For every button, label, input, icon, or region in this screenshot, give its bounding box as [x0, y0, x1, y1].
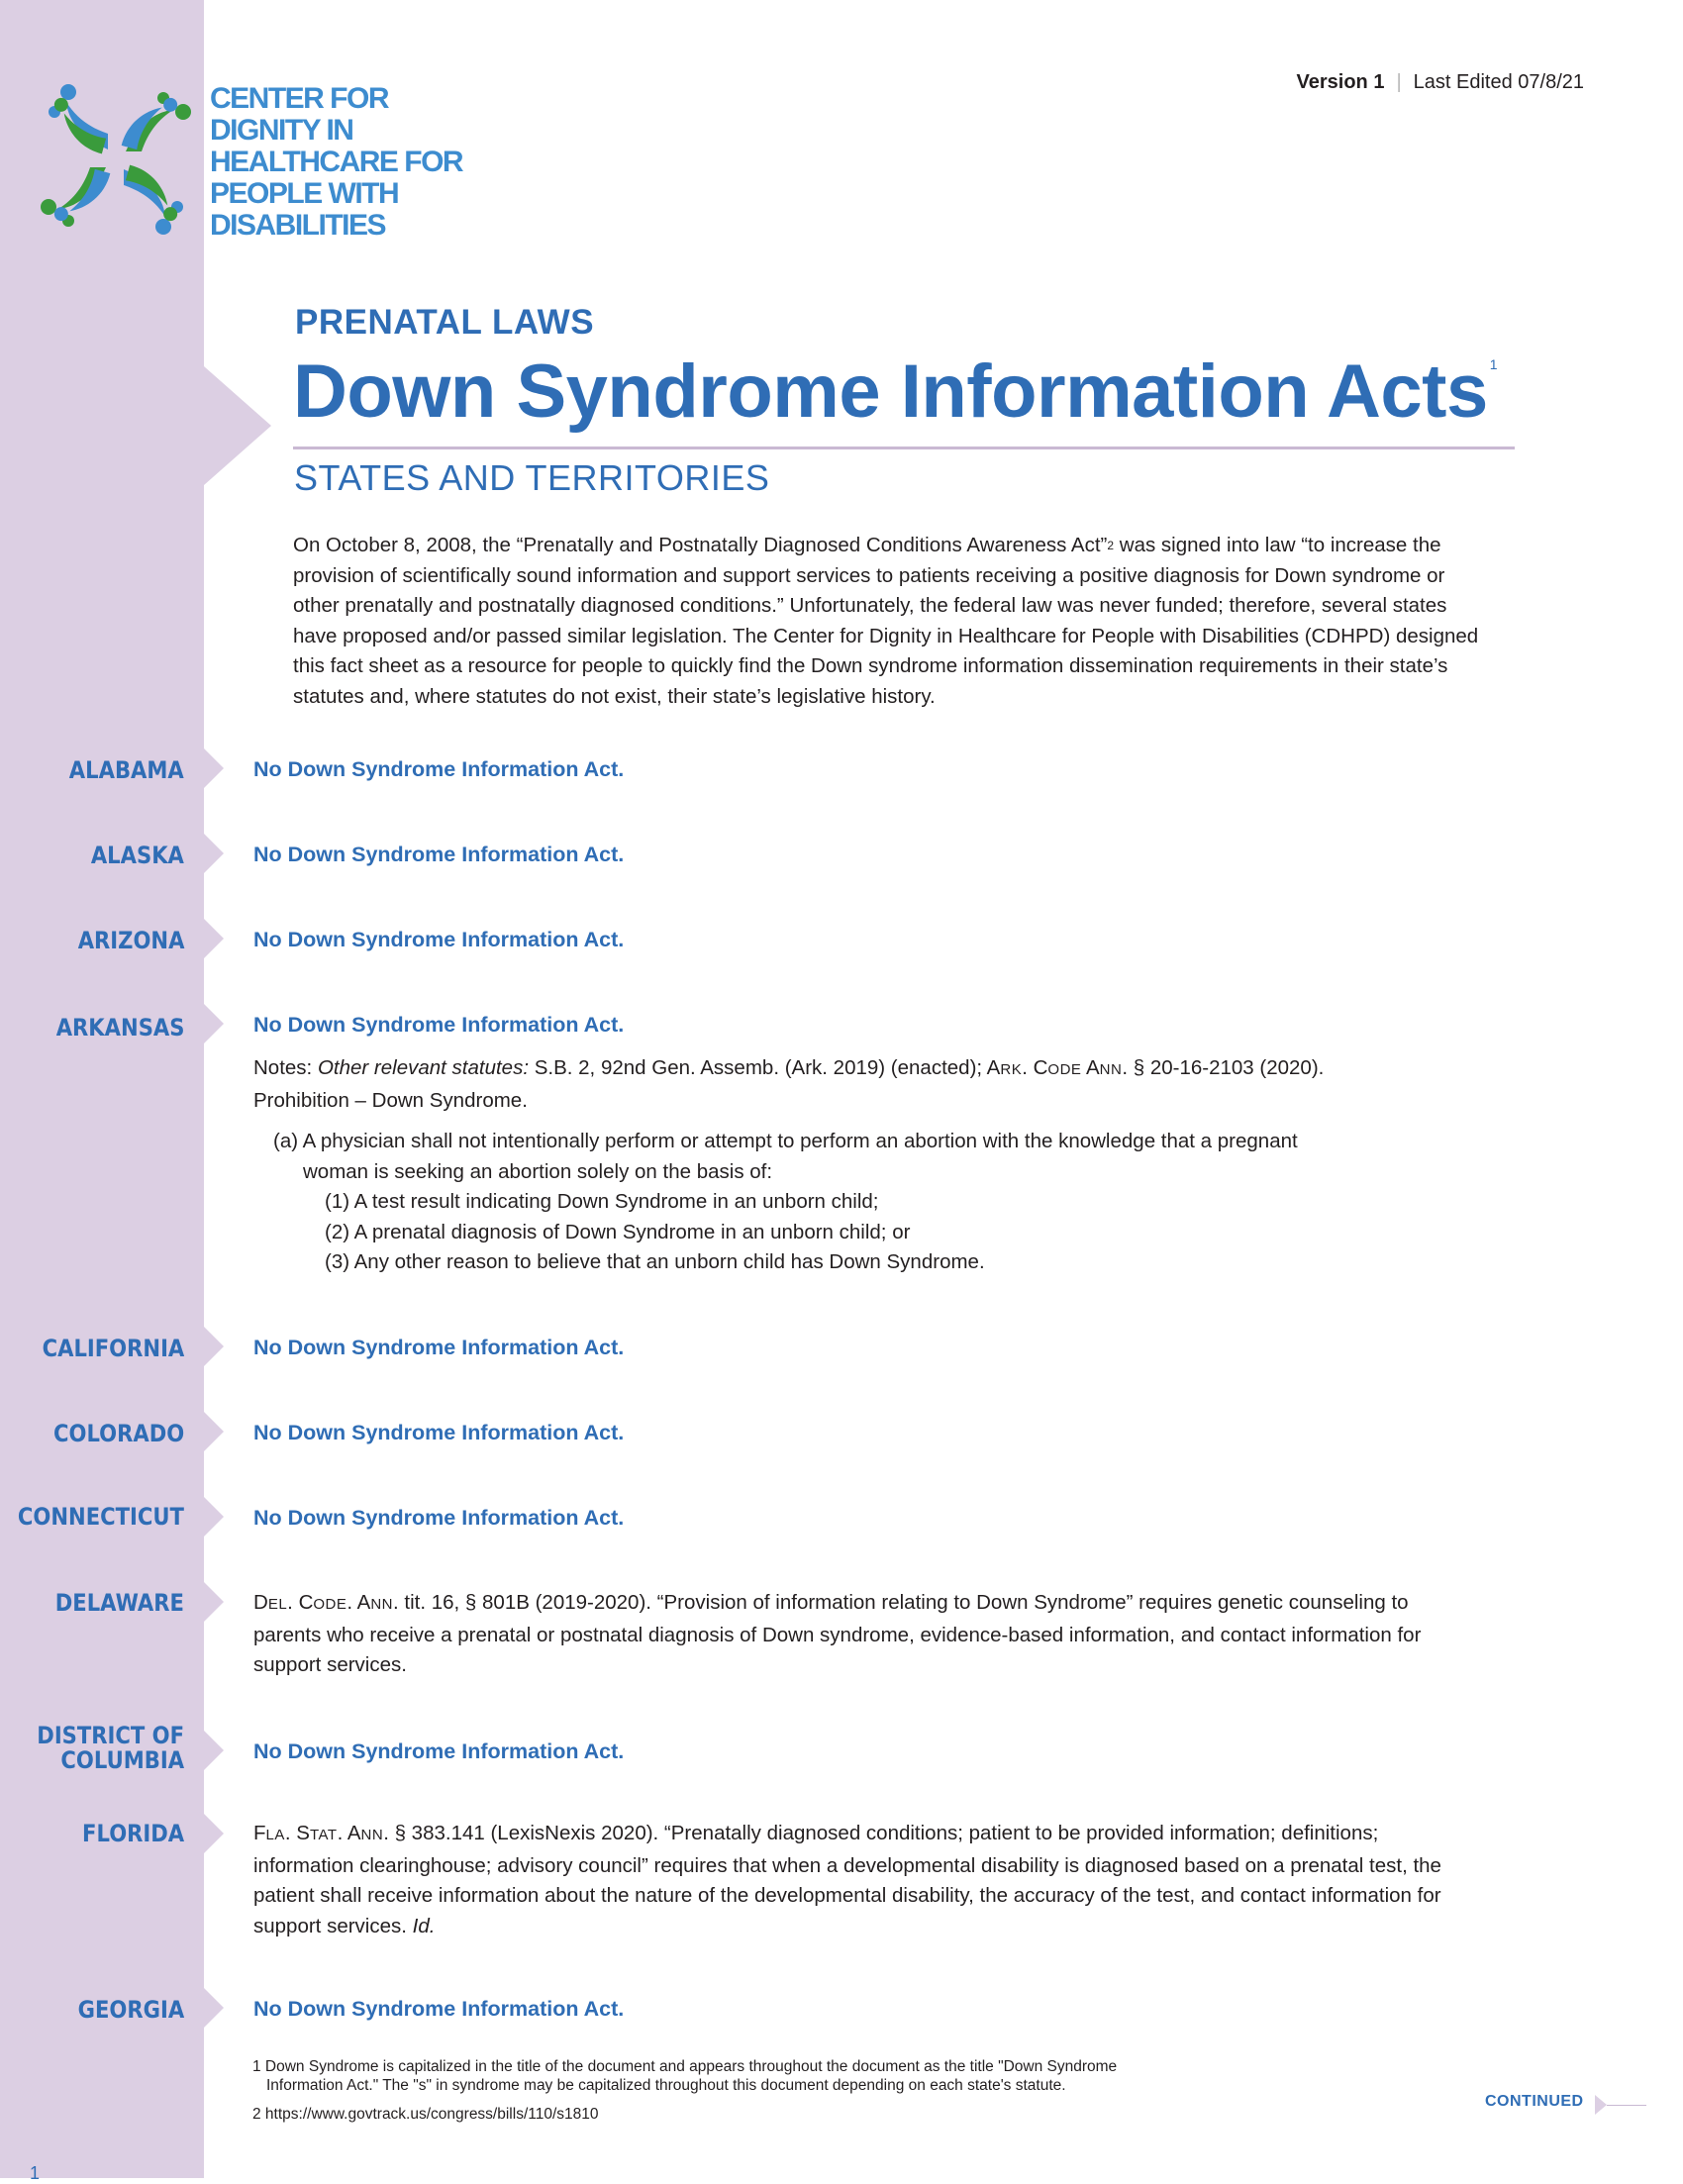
- state-pointer-arrow: [204, 1731, 224, 1770]
- people-circle-logo-icon: [32, 75, 200, 244]
- state-status-alaska: No Down Syndrome Information Act.: [253, 843, 625, 866]
- cite-small-caps: RK: [1000, 1061, 1023, 1078]
- state-pointer-arrow: [204, 919, 224, 958]
- org-name-line: DISABILITIES: [210, 209, 386, 242]
- sidebar-band: [0, 0, 204, 2178]
- florida-id-italic: Id.: [412, 1914, 436, 1937]
- cite-text: A: [1081, 1056, 1100, 1079]
- florida-text: . § 383.141 (LexisNexis 2020). “Prenatally diagnosed conditions; patient to be provided information; definitions; information clearinghouse; advisory council” requires that when a developmental disability is diagnosed based on a prenatal test, the patient shall receive information about the nature of the developmental disability, the accuracy of the test, and contact information for support services.: [253, 1822, 1441, 1937]
- title-divider: [293, 447, 1515, 449]
- notes-label: Notes:: [253, 1056, 318, 1079]
- title-footnote-ref: 1: [1489, 356, 1498, 372]
- arkansas-statute-excerpt: [273, 1127, 1461, 1278]
- state-pointer-arrow: [204, 748, 224, 788]
- state-name-line: DISTRICT OF: [37, 1722, 184, 1749]
- page-number: 1: [30, 2163, 41, 2183]
- org-name-line: PEOPLE WITH: [210, 177, 399, 210]
- state-pointer-arrow: [204, 834, 224, 873]
- notes-italic: Other relevant statutes:: [317, 1056, 530, 1079]
- state-status-alabama: No Down Syndrome Information Act.: [253, 757, 625, 781]
- state-name-arkansas: ARKANSAS: [55, 1014, 184, 1042]
- state-name-dc: [37, 1724, 184, 1773]
- continued-arrow-icon: [1595, 2095, 1607, 2115]
- footnotes: [252, 2057, 1341, 2124]
- intro-paragraph: [293, 531, 1481, 712]
- notes-text: . § 20-16-2103 (2020).: [1122, 1056, 1325, 1079]
- state-status-arizona: No Down Syndrome Information Act.: [253, 928, 625, 951]
- footnote-1: 1 Down Syndrome is capitalized in the title of the document and appears throughout the document as the title "Down Syndrome: [252, 2058, 1118, 2075]
- continued-label: CONTINUED: [1485, 2093, 1584, 2110]
- org-name-line: CENTER FOR: [210, 82, 388, 115]
- version-info: [1297, 71, 1585, 94]
- cite-text: . C: [1022, 1056, 1048, 1079]
- section-kicker: PRENATAL LAWS: [295, 303, 595, 342]
- arkansas-notes: [253, 1053, 1481, 1116]
- footnote-2: 2 https://www.govtrack.us/congress/bills/110/s1810: [252, 2106, 599, 2123]
- page-subtitle: STATES AND TERRITORIES: [294, 457, 770, 498]
- state-status-arkansas: No Down Syndrome Information Act.: [253, 1013, 625, 1037]
- statute-item: (1) A test result indicating Down Syndrome in an unborn child;: [325, 1190, 879, 1213]
- state-name-california: CALIFORNIA: [42, 1335, 184, 1362]
- cite-small-caps: NN: [360, 1827, 384, 1843]
- cite-text: . C: [287, 1591, 314, 1614]
- cite-small-caps: TAT: [309, 1827, 338, 1843]
- state-text-delaware: [253, 1588, 1481, 1681]
- cite-text: F: [253, 1822, 266, 1844]
- state-name-delaware: DELAWARE: [54, 1589, 184, 1617]
- statute-item: (3) Any other reason to believe that an unborn child has Down Syndrome.: [325, 1250, 985, 1273]
- page-title: [293, 348, 1497, 435]
- state-pointer-arrow: [204, 1582, 224, 1622]
- cite-small-caps: NN: [370, 1596, 393, 1613]
- state-name-arizona: ARIZONA: [77, 927, 184, 954]
- cite-text: A: [986, 1056, 1001, 1079]
- state-status-colorado: No Down Syndrome Information Act.: [253, 1421, 625, 1444]
- state-status-connecticut: No Down Syndrome Information Act.: [253, 1506, 625, 1530]
- state-name-connecticut: CONNECTICUT: [17, 1503, 184, 1531]
- state-pointer-arrow: [204, 1004, 224, 1043]
- intro-footnote-ref: 2: [1107, 539, 1115, 552]
- state-pointer-arrow: [204, 1497, 224, 1537]
- statute-item: (2) A prenatal diagnosis of Down Syndrome in an unborn child; or: [325, 1220, 911, 1243]
- state-name-alaska: ALASKA: [90, 842, 184, 869]
- version-separator: |: [1396, 71, 1402, 93]
- statute-line: (a) A physician shall not intentionally perform or attempt to perform an abortion with the knowledge that a pregnant: [273, 1130, 1298, 1152]
- cite-text: . A: [346, 1591, 371, 1614]
- title-pointer-arrow: [204, 366, 271, 485]
- state-status-california: No Down Syndrome Information Act.: [253, 1336, 625, 1359]
- state-name-florida: FLORIDA: [81, 1820, 184, 1847]
- cite-small-caps: ODE: [1047, 1061, 1082, 1078]
- continued-rule: [1607, 2105, 1646, 2106]
- cite-small-caps: NN: [1099, 1061, 1123, 1078]
- notes-text: S.B. 2, 92nd Gen. Assemb. (Ark. 2019) (enacted);: [529, 1056, 987, 1079]
- state-pointer-arrow: [204, 1412, 224, 1451]
- state-pointer-arrow: [204, 1327, 224, 1366]
- cite-text: D: [253, 1591, 268, 1614]
- state-text-florida: [253, 1819, 1481, 1941]
- state-pointer-arrow: [204, 1814, 224, 1853]
- cite-small-caps: EL: [267, 1596, 288, 1613]
- state-status-dc: No Down Syndrome Information Act.: [253, 1739, 625, 1763]
- state-name-colorado: COLORADO: [52, 1420, 184, 1447]
- organization-name: [210, 83, 462, 242]
- org-name-line: DIGNITY IN: [210, 114, 353, 147]
- state-pointer-arrow: [204, 1988, 224, 2028]
- intro-text: On October 8, 2008, the “Prenatally and Postnatally Diagnosed Conditions Awareness Act”: [293, 534, 1108, 556]
- delaware-text: . tit. 16, § 801B (2019-2020). “Provision of information relating to Down Syndrome” requires genetic counseling to parents who receive a prenatal or postnatal diagnosis of Down syndrome, evidence-based information, and contact information for support services.: [253, 1591, 1422, 1676]
- last-edited: Last Edited 07/8/21: [1413, 71, 1584, 93]
- state-name-alabama: ALABAMA: [69, 756, 184, 784]
- statute-line: woman is seeking an abortion solely on the basis of:: [303, 1159, 773, 1183]
- intro-text: was signed into law “to increase the provision of scientifically sound information and support services to patients receiving a positive diagnosis for Down syndrome or other prenatally and postnatally diagnosed conditions.” Unfortunately, the federal law was never funded; therefore, several states have proposed and/or passed similar legislation. The Center for Dignity in Healthcare for People with Disabilities (CDHPD) designed this fact sheet as a resource for people to quickly find the Down syndrome information dissemination requirements in their state’s statutes and, where statutes do not exist, their state’s legislative history.: [293, 534, 1479, 708]
- cite-small-caps: ODE: [313, 1596, 347, 1613]
- org-name-line: HEALTHCARE FOR: [210, 146, 463, 178]
- page-title-text: Down Syndrome Information Acts: [293, 349, 1488, 434]
- cite-text: . A: [337, 1822, 361, 1844]
- version-label: Version 1: [1296, 71, 1385, 93]
- state-name-line: COLUMBIA: [60, 1746, 184, 1774]
- footnote-1-cont: Information Act." The "s" in syndrome may be capitalized throughout this document depending on each state's statute.: [266, 2077, 1066, 2094]
- cite-text: . S: [284, 1822, 310, 1844]
- state-name-georgia: GEORGIA: [77, 1996, 184, 2024]
- cite-small-caps: LA: [265, 1827, 285, 1843]
- state-status-georgia: No Down Syndrome Information Act.: [253, 1997, 625, 2021]
- notes-line: Prohibition – Down Syndrome.: [253, 1088, 528, 1112]
